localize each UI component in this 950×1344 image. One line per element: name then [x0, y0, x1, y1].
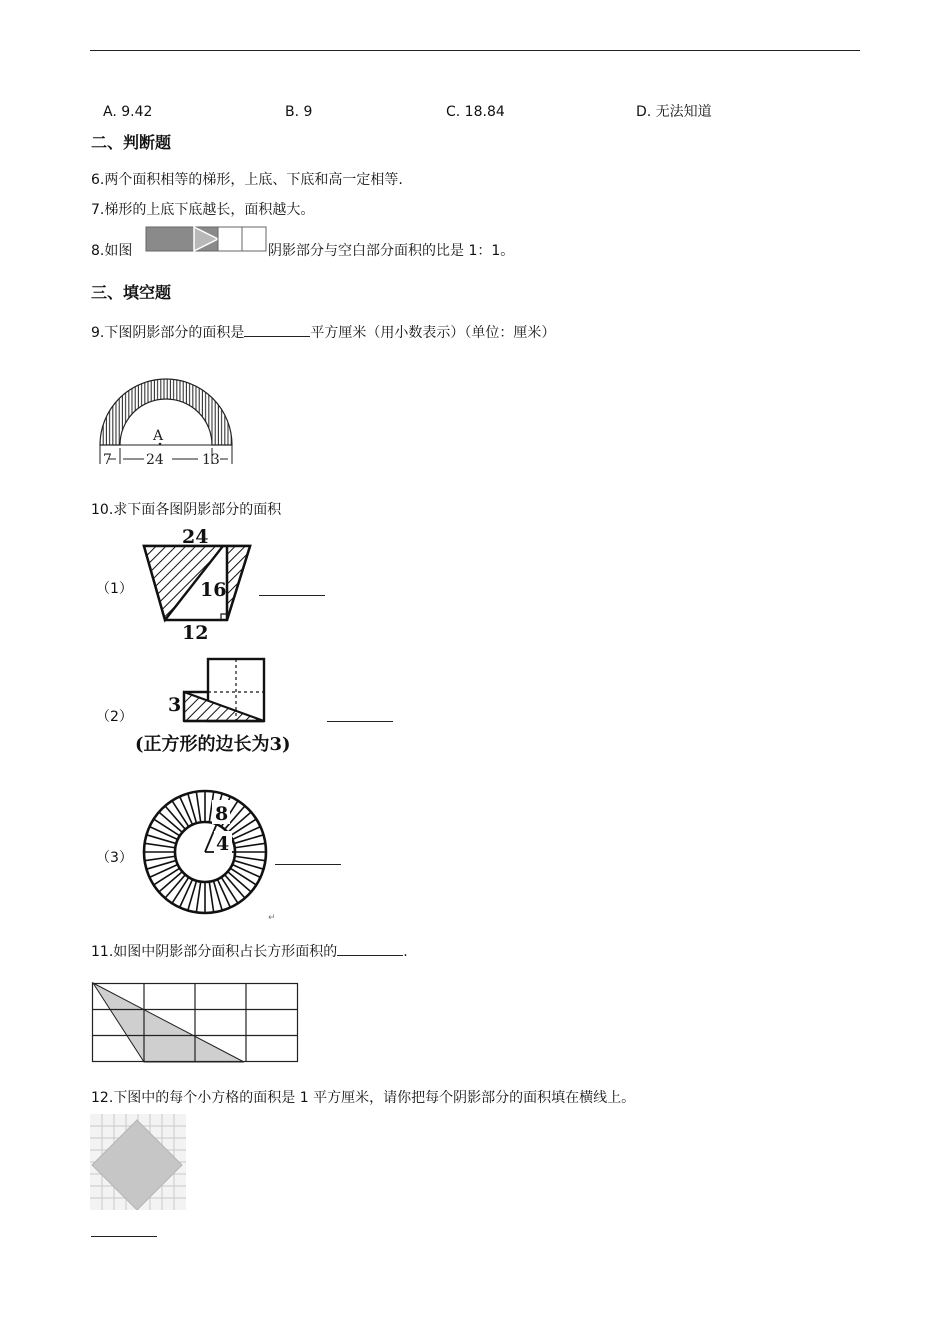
question-11: [91, 941, 408, 962]
ring-ray: [196, 882, 200, 913]
q9-label-right: 13: [202, 452, 220, 468]
question-11-prefix: 11.如图中阴影部分面积占长方形面积的: [91, 944, 338, 960]
answer-blank-10-2[interactable]: [327, 721, 393, 722]
q9-label-left: 7: [103, 452, 112, 468]
question-7: 7.梯形的上底下底越长，面积越大。: [91, 202, 315, 218]
q10-part1-label: （1）: [96, 581, 133, 597]
answer-blank-10-1[interactable]: [259, 595, 325, 596]
answer-blank-12[interactable]: [91, 1236, 157, 1237]
q10-1-label-top: 24: [182, 526, 209, 548]
ring-ray: [196, 792, 200, 823]
q10-1-shaded-right: [227, 546, 250, 620]
question-9: [91, 322, 555, 343]
q9-shaded-ring: [100, 379, 232, 445]
q11-shaded-triangle: [93, 983, 244, 1062]
q8-blank-cell-1: [218, 227, 242, 251]
ring-ray: [235, 843, 266, 847]
ring-ray: [235, 856, 266, 860]
header-rule: [90, 50, 860, 51]
q10-part1-figure: [138, 524, 256, 642]
section-title-fill: 三、填空题: [91, 283, 172, 302]
question-8-figure: [145, 226, 267, 252]
q10-2-caption: (正方形的边长为3): [135, 734, 291, 755]
q10-1-label-bottom: 12: [182, 622, 209, 642]
answer-blank-9[interactable]: [244, 322, 310, 337]
question-9-prefix: 9.下图阴影部分的面积是: [91, 325, 245, 341]
question-11-suffix: .: [403, 944, 408, 960]
q10-1-label-height: 16: [200, 579, 227, 601]
q10-2-label-side: 3: [168, 694, 182, 716]
answer-blank-10-3[interactable]: [275, 864, 341, 865]
option-b[interactable]: B. 9: [285, 104, 313, 120]
return-mark-icon: ↵: [268, 913, 276, 923]
question-6: 6.两个面积相等的梯形，上底、下底和高一定相等.: [91, 172, 403, 188]
question-10: 10.求下面各图阴影部分的面积: [91, 502, 282, 518]
q9-label-center: A: [153, 428, 164, 444]
question-9-suffix: 平方厘米（用小数表示）（单位：厘米）: [310, 325, 556, 341]
q8-blank-cell-2: [242, 227, 266, 251]
question-8-suffix: 阴影部分与空白部分面积的比是 1：1。: [268, 243, 515, 259]
option-d[interactable]: D. 无法知道: [636, 104, 712, 120]
q10-part3-figure: [140, 787, 270, 917]
answer-blank-11[interactable]: [337, 941, 403, 956]
q10-part2-label: （2）: [96, 709, 133, 725]
q10-part2-figure: [162, 655, 270, 727]
question-8-prefix: 8.如图: [91, 243, 133, 259]
q10-part3-label: （3）: [96, 850, 133, 866]
question-12: 12.下图中的每个小方格的面积是 1 平方厘米，请你把每个阴影部分的面积填在横线上。: [91, 1090, 636, 1106]
option-c[interactable]: C. 18.84: [446, 104, 505, 120]
question-9-figure: [96, 372, 241, 468]
option-a[interactable]: A. 9.42: [103, 104, 153, 120]
q10-3-label-inner: 4: [216, 833, 230, 855]
ring-ray: [209, 882, 213, 913]
q10-3-label-outer: 8: [215, 803, 229, 825]
question-11-figure: [91, 982, 301, 1064]
q9-label-middle: 24: [146, 452, 164, 468]
question-12-figure: [90, 1114, 186, 1210]
section-title-judgement: 二、判断题: [91, 133, 172, 152]
ring-ray: [145, 856, 176, 860]
ring-ray: [145, 843, 176, 847]
